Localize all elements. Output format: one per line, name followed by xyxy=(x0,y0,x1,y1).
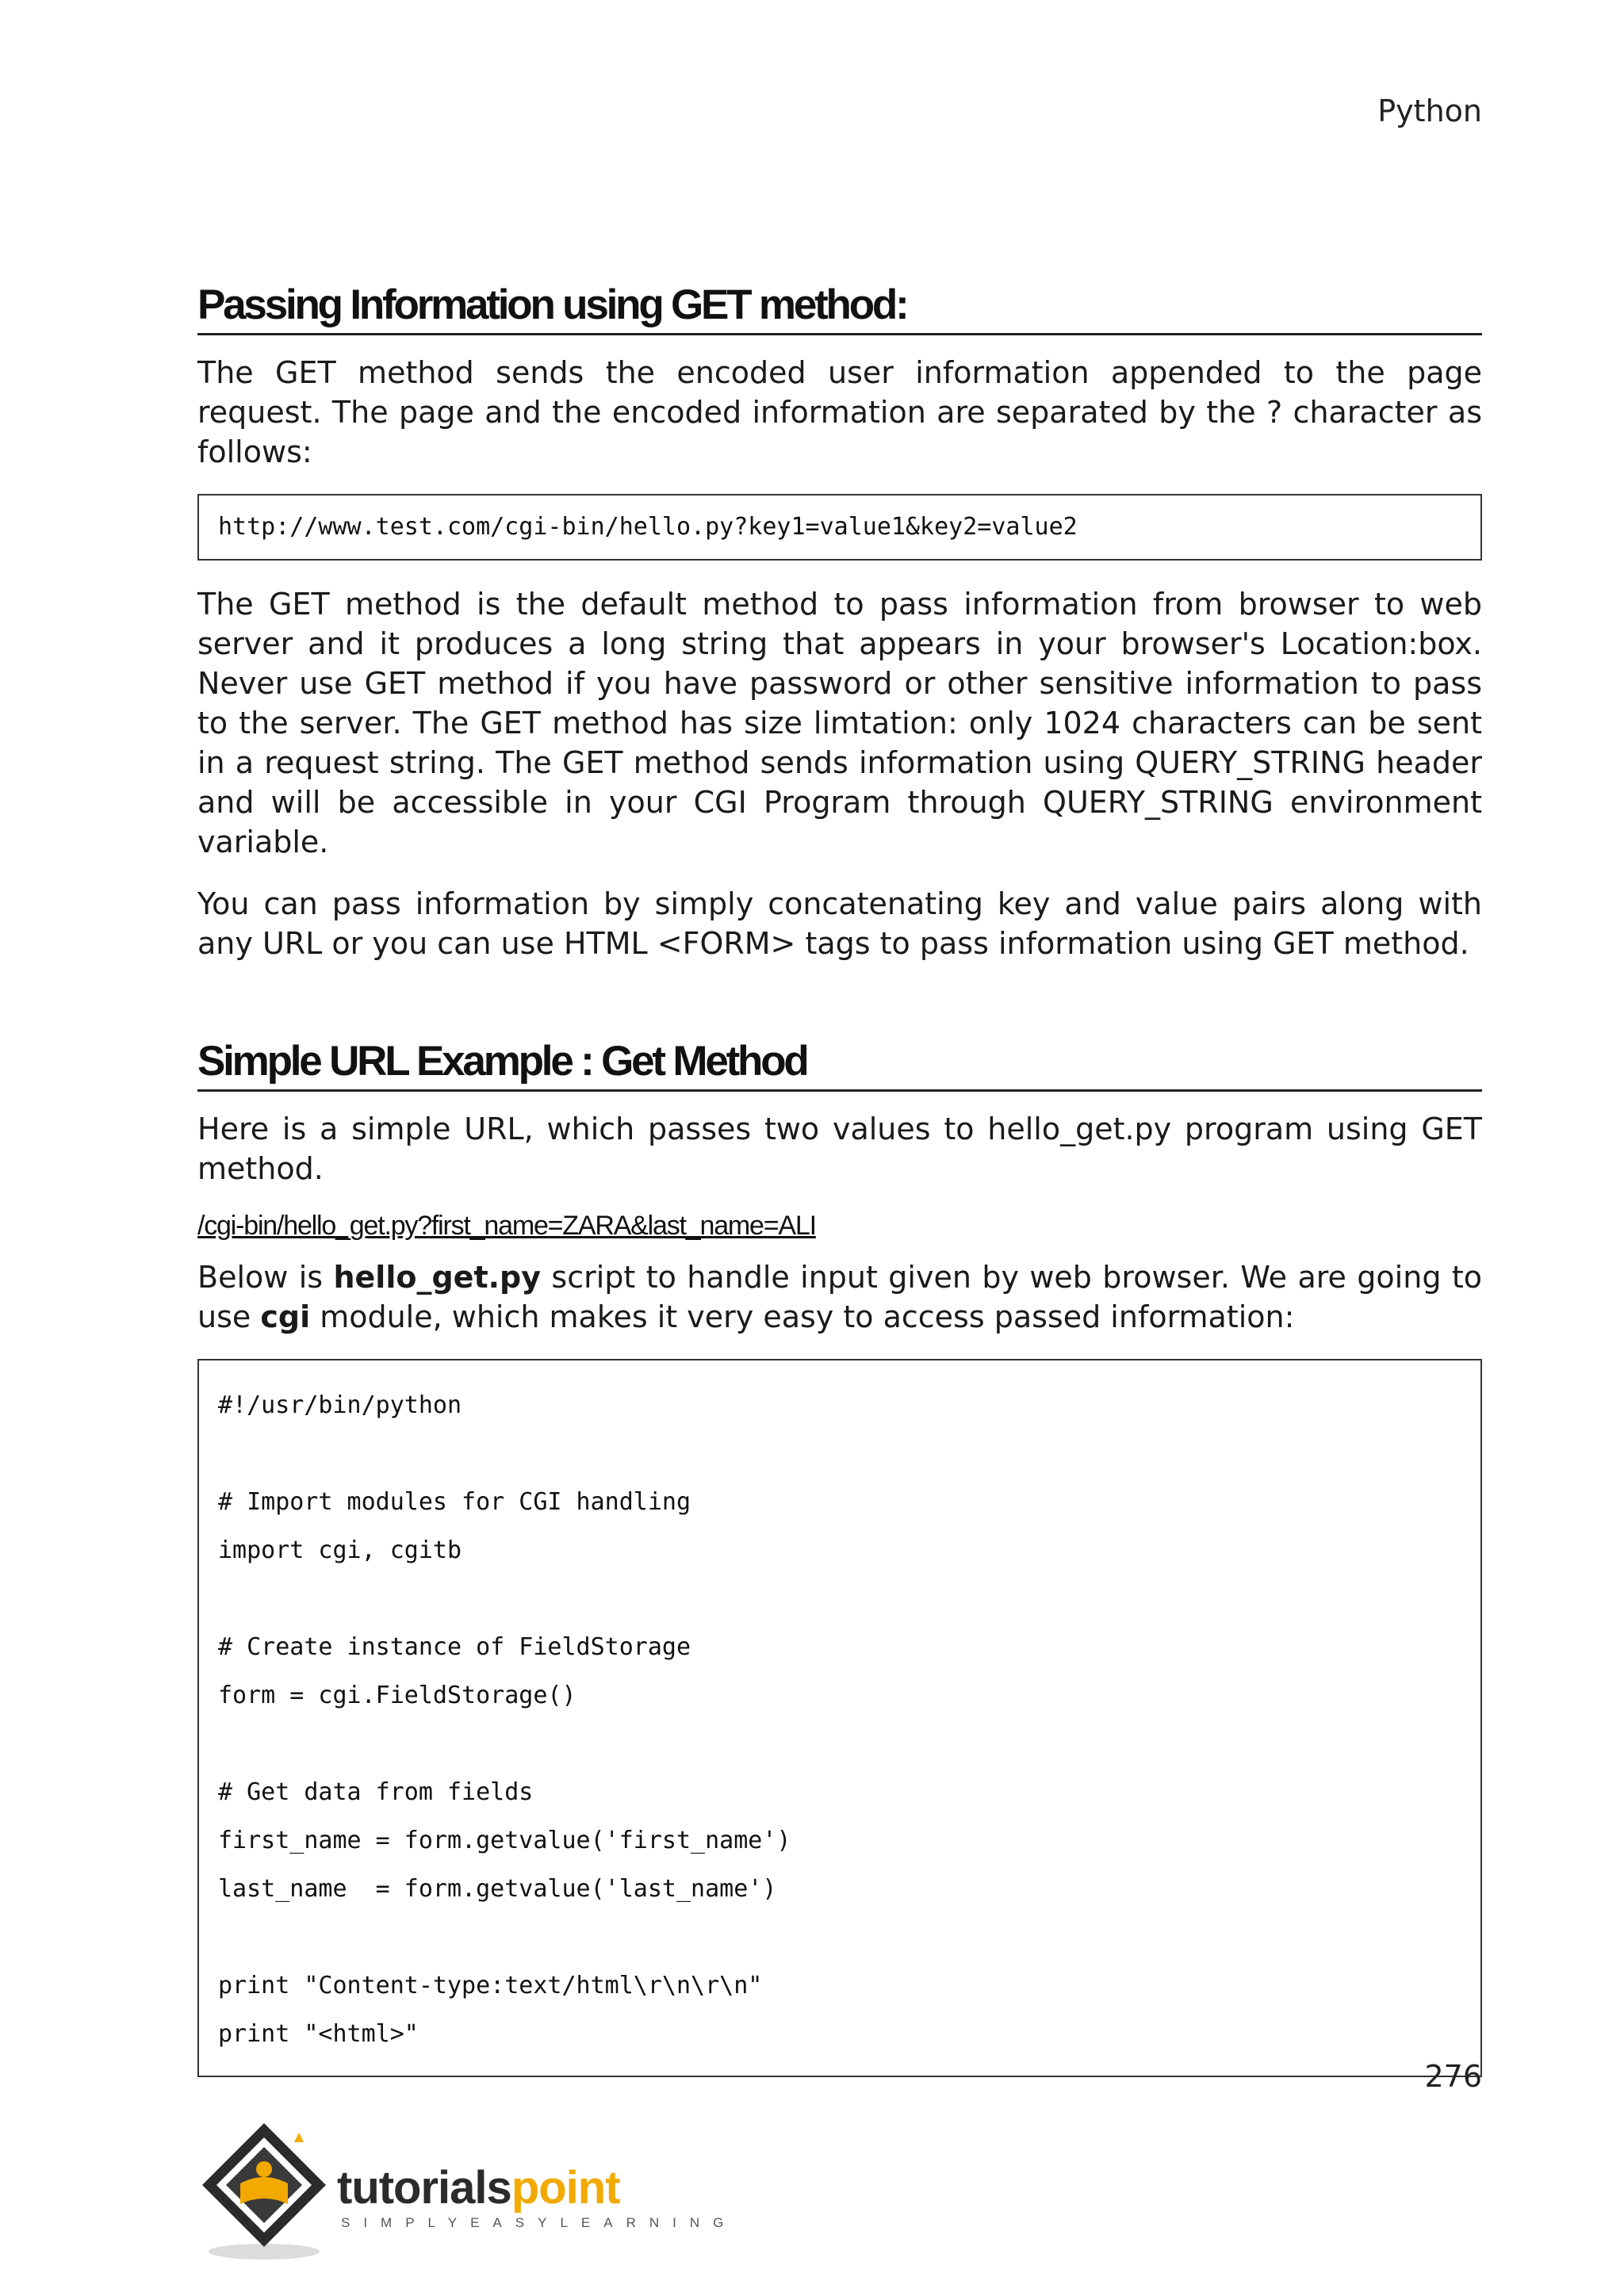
running-header-title: Python xyxy=(1377,94,1482,128)
code-line xyxy=(218,1720,1461,1768)
code-line xyxy=(218,1913,1461,1961)
code-line: import cgi, cgitb xyxy=(218,1536,462,1564)
script-name-bold: hello_get.py xyxy=(333,1259,542,1295)
code-line xyxy=(218,1429,1461,1478)
tutorialspoint-logo xyxy=(194,2115,737,2266)
paragraph-simple-url: Here is a simple URL, which passes two values to hello_get.py program using GET method. xyxy=(197,1111,1482,1186)
page-content xyxy=(197,281,1482,2101)
page-number: 276 xyxy=(1424,2059,1482,2094)
logo-word-1: tutorials xyxy=(337,2162,511,2214)
code-line: print "<html>" xyxy=(218,2019,419,2048)
code-line: # Import modules for CGI handling xyxy=(218,1487,691,1516)
section-heading-simple-url: Simple URL Example : Get Method xyxy=(197,1038,1482,1092)
text-run: script to handle input given by web browser. We are going to use xyxy=(197,1259,1482,1334)
code-line: # Create instance of FieldStorage xyxy=(218,1632,691,1661)
logo-diamond-icon xyxy=(194,2115,337,2266)
code-line: #!/usr/bin/python xyxy=(218,1391,462,1419)
url-code-block xyxy=(197,494,1482,561)
section-heading-get-method: Passing Information using GET method: xyxy=(197,281,1482,335)
code-line: last_name = form.getvalue('last_name') xyxy=(218,1874,777,1903)
logo-wordmark xyxy=(337,2161,620,2214)
code-line: http://www.test.com/cgi-bin/hello.py?key1=value1&key2=value2 xyxy=(218,512,1078,541)
code-line: # Get data from fields xyxy=(218,1777,534,1806)
code-line: form = cgi.FieldStorage() xyxy=(218,1681,576,1709)
text-run: Below is xyxy=(197,1259,334,1295)
logo-word-2: point xyxy=(511,2162,620,2214)
module-name-bold: cgi xyxy=(260,1299,311,1334)
code-line: first_name = form.getvalue('first_name') xyxy=(218,1826,791,1854)
paragraph-hello-get xyxy=(197,1257,1482,1337)
paragraph-get-details: The GET method is the default method to pass information from browser to web server and it produces a long string that appears in your browser's Location:box. Never use GET method if you have password or other sensitive information to pass to the server. The GET method has size limtation: only 1024 characters can be sent in a request string. The GET method sends information using QUERY_STRING header and will be accessible in your CGI Program through QUERY_STRING environment variable. xyxy=(197,586,1482,859)
code-line xyxy=(218,1575,1461,1623)
python-code-block xyxy=(197,1359,1482,2077)
paragraph-get-intro: The GET method sends the encoded user information appended to the page request. The page and the encoded information are separated by the ? character as follows: xyxy=(197,354,1482,469)
hello-get-link[interactable]: /cgi-bin/hello_get.py?first_name=ZARA&last_name=ALI xyxy=(197,1210,816,1241)
logo-tagline: SIMPLYEASYLEARNING xyxy=(341,2215,737,2230)
paragraph-get-usage: You can pass information by simply concatenating key and value pairs along with any URL or you can use HTML <FORM> tags to pass information using GET method. xyxy=(197,886,1482,961)
code-line: print "Content-type:text/html\r\n\r\n" xyxy=(218,1971,763,1999)
text-run: module, which makes it very easy to access passed information: xyxy=(310,1299,1295,1334)
